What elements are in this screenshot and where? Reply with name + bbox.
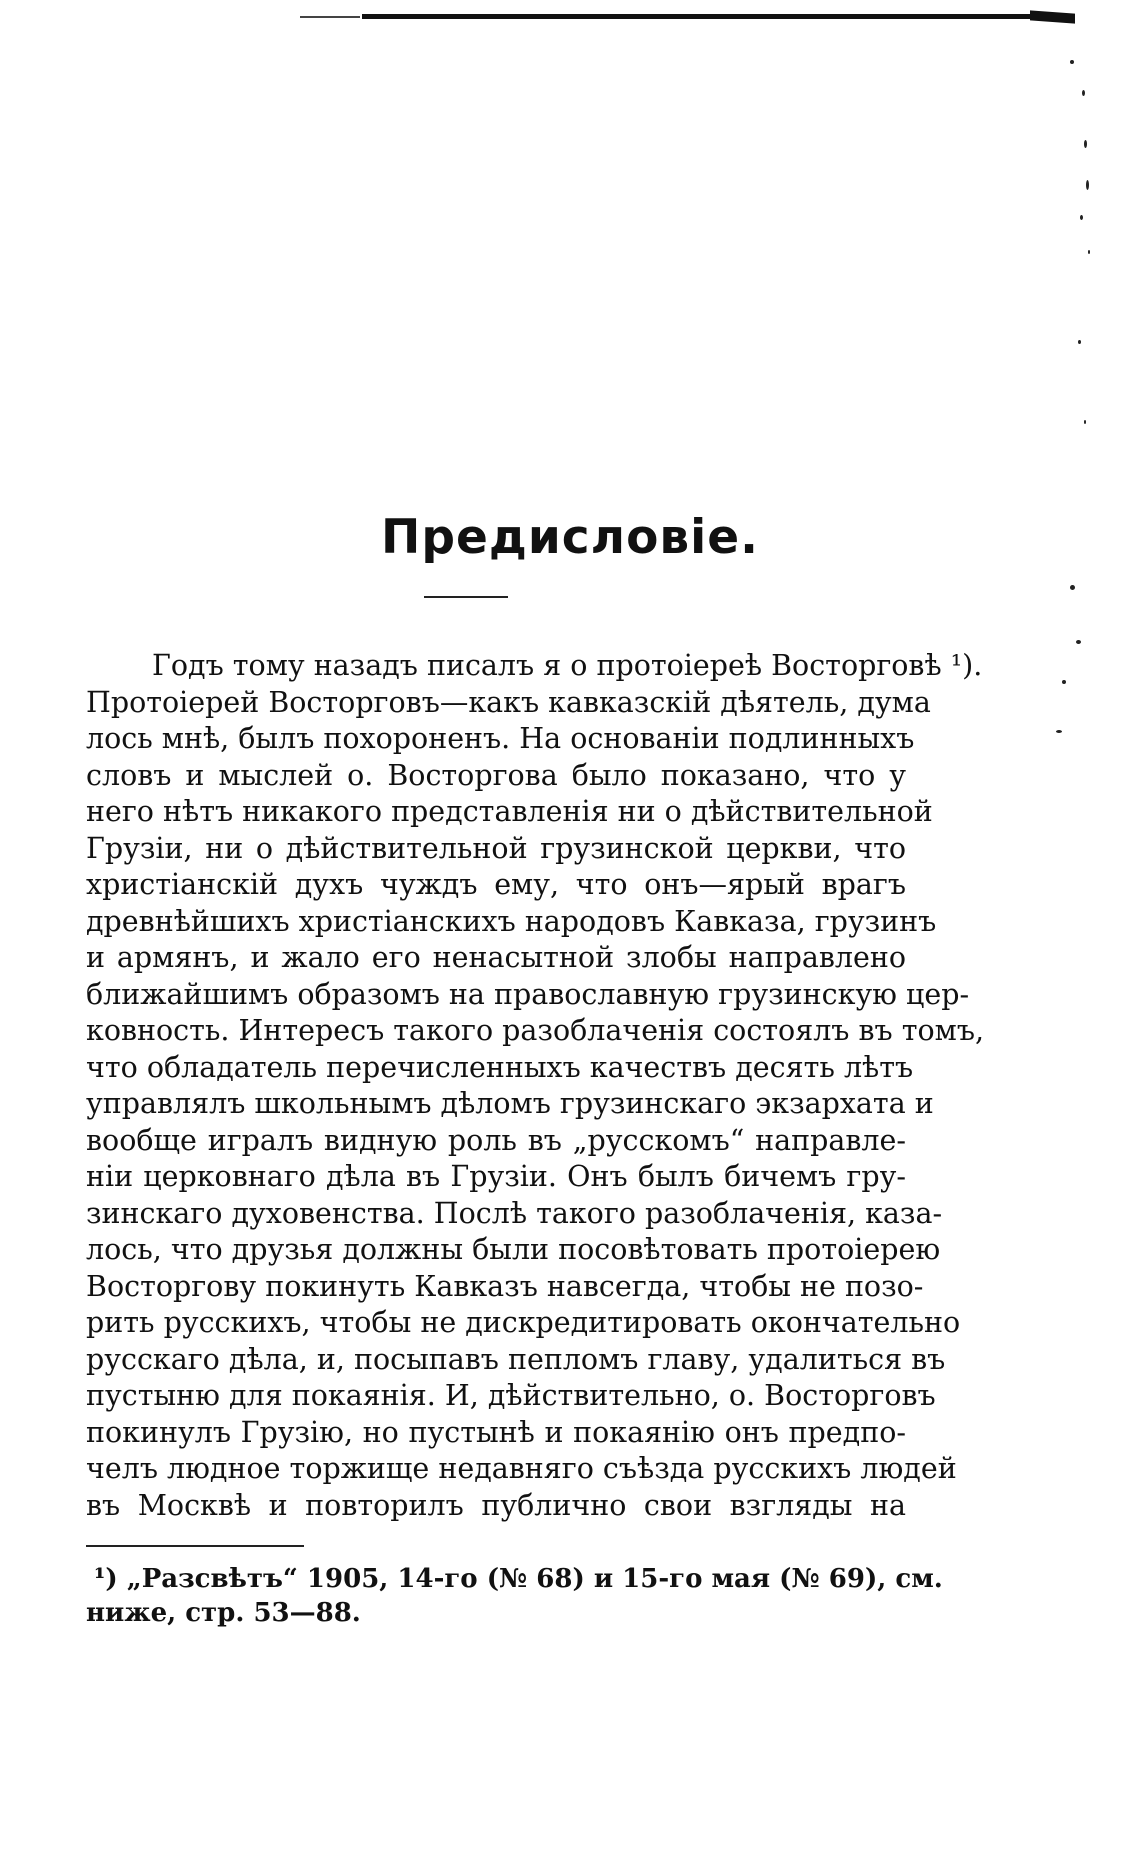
body-line: въ Москвѣ и повторилъ публично свои взгляды на xyxy=(86,1488,906,1522)
body-line: управлялъ школьнымъ дѣломъ грузинскаго экзархата и xyxy=(86,1087,934,1120)
body-line: лось, что друзья должны были посовѣтовать протоіерею xyxy=(86,1233,941,1266)
body-line: лось мнѣ, былъ похороненъ. На основаніи подлинныхъ xyxy=(86,722,915,755)
body-line: него нѣтъ никакого представленія ни о дѣйствительной xyxy=(86,795,933,828)
body-line: рить русскихъ, чтобы не дискредитировать окончательно xyxy=(86,1306,961,1339)
footnote-line: ¹) „Разсвѣтъ“ 1905, 14-го (№ 68) и 15-го мая (№ 69), см. xyxy=(94,1564,943,1594)
body-line: Грузіи, ни о дѣйствительной грузинской церкви, что xyxy=(86,831,906,865)
body-line: и армянъ, и жало его ненасытной злобы направлено xyxy=(86,941,906,974)
body-line: христіанскій духъ чуждъ ему, что онъ—ярый врагъ xyxy=(86,868,906,901)
body-line: покинулъ Грузію, но пустынѣ и покаянію онъ предпо- xyxy=(86,1415,906,1449)
title-divider xyxy=(424,596,508,598)
top-edge-rule xyxy=(362,14,1070,19)
body-line: древнѣйшихъ христіанскихъ народовъ Кавказа, грузинъ xyxy=(86,904,937,938)
body-line: ковность. Интересъ такого разоблаченія состоялъ въ томъ, xyxy=(86,1014,985,1047)
top-edge-rule-thin xyxy=(300,16,360,18)
body-line: зинскаго духовенства. Послѣ такого разоблаченія, каза- xyxy=(86,1196,943,1230)
body-line: пустыню для покаянія. И, дѣйствительно, о. Восторговъ xyxy=(86,1379,936,1412)
body-line: челъ людное торжище недавняго съѣзда русскихъ людей xyxy=(86,1452,957,1485)
footnote-divider xyxy=(86,1545,304,1547)
body-line: словъ и мыслей о. Восторгова было показано, что у xyxy=(86,758,906,792)
body-line: ближайшимъ образомъ на православную грузинскую цер- xyxy=(86,977,970,1011)
scan-edge-marks xyxy=(1040,40,1140,760)
footnotes xyxy=(86,1562,943,1630)
body-line: русскаго дѣла, и, посыпавъ пепломъ главу, удалиться въ xyxy=(86,1342,946,1376)
body-line: Протоіерей Восторговъ—какъ кавказскій дѣятель, дума xyxy=(86,685,931,719)
top-edge-rule-end xyxy=(1030,10,1075,23)
body-line: вообще игралъ видную роль въ „русскомъ“ направле- xyxy=(86,1123,906,1157)
body-line: Восторгову покинуть Кавказъ навсегда, чтобы не позо- xyxy=(86,1269,924,1303)
footnote-line: ниже, стр. 53—88. xyxy=(86,1598,361,1628)
body-text xyxy=(86,648,985,1524)
body-line: что обладатель перечисленныхъ качествъ десять лѣтъ xyxy=(86,1050,914,1084)
body-line: ніи церковнаго дѣла въ Грузіи. Онъ былъ бичемъ гру- xyxy=(86,1160,906,1193)
page-title: Предисловіе. xyxy=(381,510,759,565)
body-line: Годъ тому назадъ писалъ я о протоіереѣ Восторговѣ ¹). xyxy=(152,649,983,682)
